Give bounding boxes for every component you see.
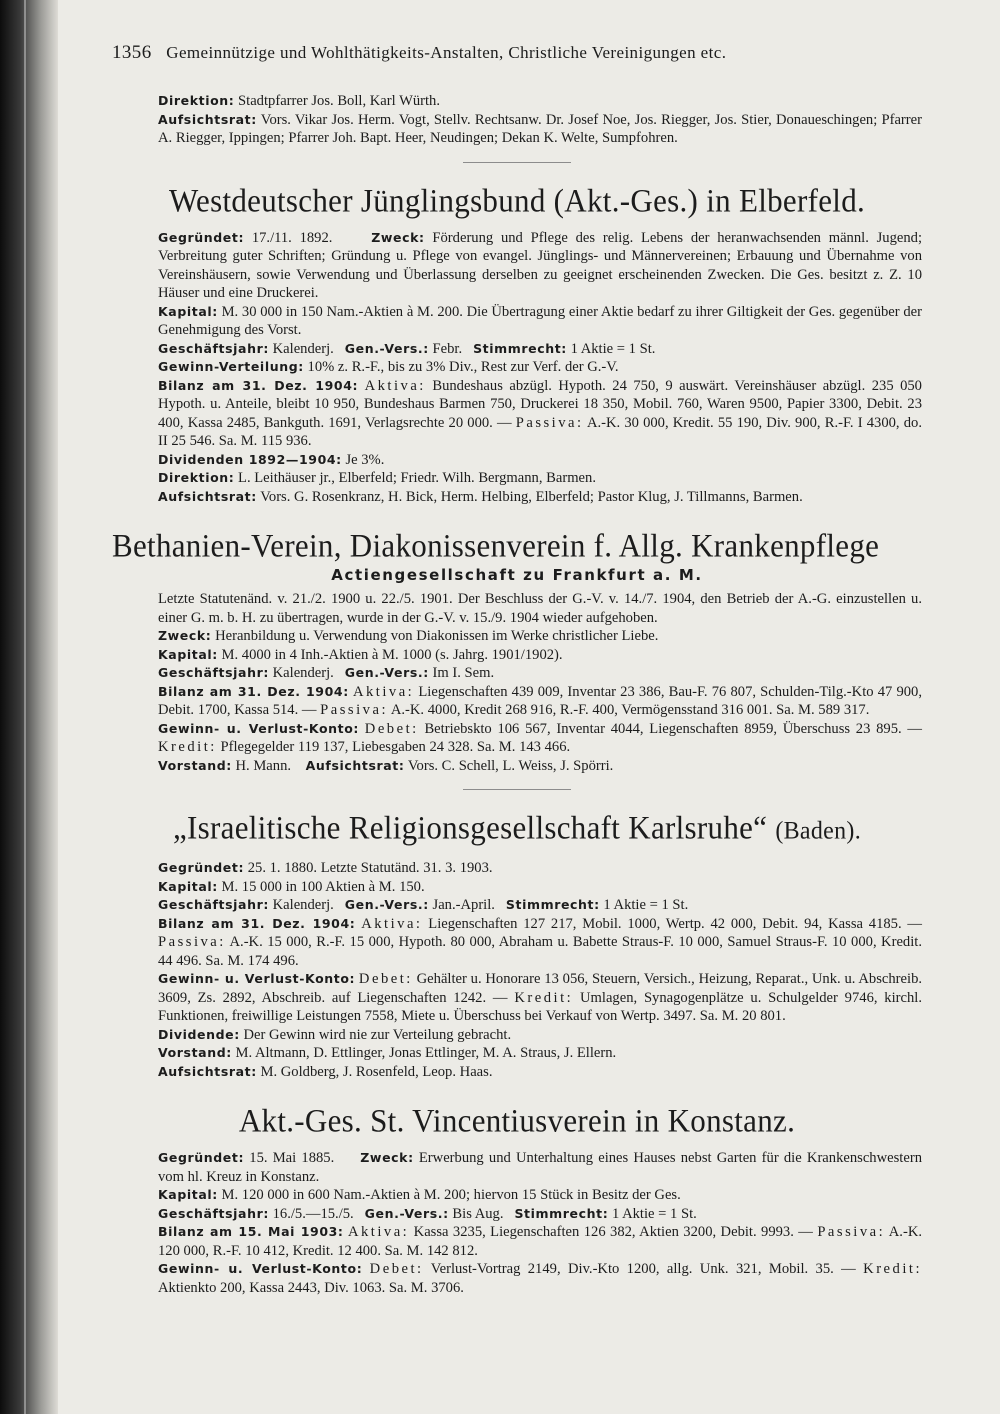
divider: [463, 162, 571, 163]
entry3-aufsichtsrat: Aufsichtsrat: M. Goldberg, J. Rosenfeld, Leop. Haas.: [158, 1063, 493, 1080]
running-header: [112, 42, 922, 64]
entry-title-vincentiusverein: Akt.-Ges. St. Vincentiusverein in Konstanz.: [238, 1102, 796, 1139]
entry3-gegruendet: Gegründet: 25. 1. 1880. Letzte Statutänd. 31. 3. 1903.: [158, 860, 493, 876]
book-binding-shadow: [0, 0, 58, 1414]
page-content: [112, 42, 922, 1297]
entry4-bilanz: Bilanz am 15. Mai 1903: Aktiva: Kassa 3235, Liegenschaften 126 382, Aktien 3200, Debit. 9993. — Passiva: A.-K. 120 000, R.-F. 10 412, Kredit. 12 400. Sa. M. 142 812.: [158, 1224, 923, 1259]
entry3-geschaeftsjahr: Geschäftsjahr: Kalenderj. Gen.-Vers.: Jan.-April. Stimmrecht: 1 Aktie = 1 St.: [158, 897, 689, 913]
entry4-gegruendet: Gegründet: 15. Mai 1885. Zweck: Erwerbung und Unterhaltung eines Hauses nebst Garten für die Krankenschwestern vom hl. Kreuz in Konstanz.: [158, 1150, 922, 1185]
entry2-bilanz: Bilanz am 31. Dez. 1904: Aktiva: Liegenschaften 439 009, Inventar 23 386, Bau-F. 76 807, Schulden-Tilg.-Kto 47 900, Debit. 1700, Kassa 514. — Passiva: A.-K. 4000, Kredit 268 916, R.-F. 400, Vermögensstand 316 001. Sa. M. 589 317.: [158, 683, 922, 718]
entry1-geschaeftsjahr: Geschäftsjahr: Kalenderj. Gen.-Vers.: Febr. Stimmrecht: 1 Aktie = 1 St.: [158, 340, 656, 357]
entry1-dividenden: Dividenden 1892—1904: Je 3%.: [158, 451, 385, 468]
entry1-direktion: Direktion: L. Leithäuser jr., Elberfeld; Friedr. Wilh. Bergmann, Barmen.: [158, 470, 596, 486]
entry1-aufsichtsrat: Aufsichtsrat: Vors. G. Rosenkranz, H. Bick, Herm. Helbing, Elberfeld; Pastor Klug, J. Tillmanns, Barmen.: [158, 488, 803, 505]
entry2-statuten: Letzte Statutenänd. v. 21./2. 1900 u. 22./5. 1901. Der Beschluss der G.-V. v. 14./7. 1904, den Betrieb der A.-G. einzustellen u. einer G. m. b. H. zu übertragen, wurde in der G.-V. v. 15./9. 1904 wieder aufgehoben.: [158, 591, 922, 626]
prev-direktion: Direktion: Stadtpfarrer Jos. Boll, Karl Würth.: [158, 93, 441, 109]
entry3-gewinn-verlust: Gewinn- u. Verlust-Konto: Debet: Gehälter u. Honorare 13 056, Steuern, Versich., Heizung, Reparat., Unk. u. Abschreib. 3609, Zs. 2892, Abschreib. auf Liegenschaften 1242. — Kredit: Umlagen, Synagogenplätze u. Schulgelder 9746, kirchl. Funktionen, freiwillige Leistungen 7558, Miete u. Überschuss bei Verkauf von Wertp. 3497. Sa. M. 20 801.: [158, 971, 923, 1024]
entry2-zweck: Zweck: Heranbildung u. Verwendung von Diakonissen im Werke christlicher Liebe.: [158, 628, 659, 644]
prev-aufsichtsrat: Aufsichtsrat: Vors. Vikar Jos. Herm. Vogt, Stellv. Rechtsanw. Dr. Josef Noe, Jos. Riegger, Jos. Stier, Donaueschingen; Pfarrer A. Riegger, Ippingen; Pfarrer Joh. Bapt. Heer, Neudingen; Dekan K. Welte, Sumpfohren.: [158, 111, 922, 146]
entry1-gegruendet: Gegründet: 17./11. 1892. Zweck: Förderung und Pflege des relig. Lebens der heranwachsenden männl. Jugend; Verbreitung guter Schriften; Gründung u. Pflege von evangel. Jünglings- und Männervereinen; Erbauung und Übernahme von Vereinshäusern, sowie Verwendung und Überlassung derselben zu geeignet erscheinenden Zwecken. Die Ges. besitzt z. Z. 10 Häuser und eine Druckerei.: [158, 229, 923, 301]
entry-title-westdeutscher: Westdeutscher Jünglingsbund (Akt.-Ges.) in Elberfeld.: [168, 181, 866, 219]
entry4-geschaeftsjahr: Geschäftsjahr: 16./5.—15./5. Gen.-Vers.: Bis Aug. Stimmrecht: 1 Aktie = 1 St.: [158, 1205, 697, 1222]
entry-title-bethanien: Bethanien-Verein, Diakonissenverein f. Allg. Krankenpflege: [112, 527, 880, 564]
divider: [463, 789, 571, 790]
entry1-kapital: Kapital: M. 30 000 in 150 Nam.-Aktien à M. 200. Die Übertragung einer Aktie bedarf zu ihrer Giltigkeit der Ges. gegenüber der Genehmigung des Vorst.: [158, 303, 922, 338]
entry2-kapital: Kapital: M. 4000 in 4 Inh.-Aktien à M. 1000 (s. Jahrg. 1901/1902).: [158, 646, 563, 663]
entry-title-israelitische: „Israelitische Religionsgesellschaft Karlsruhe“ (Baden).: [172, 809, 862, 846]
entry4-gewinn-verlust: Gewinn- u. Verlust-Konto: Debet: Verlust-Vortrag 2149, Div.-Kto 1200, allg. Unk. 321, Mobil. 35. — Kredit: Aktienkto 200, Kassa 2443, Div. 1063. Sa. M. 3706.: [158, 1261, 922, 1296]
page-number: 1356: [112, 42, 152, 63]
entry1-bilanz: Bilanz am 31. Dez. 1904: Aktiva: Bundeshaus abzügl. Hypoth. 24 750, 9 auswärt. Vereinshäuser abzügl. 235 050 Hypoth. u. Anteile, bleibt 10 950, Bundeshaus Barmen 750, Druckerei 18 350, Mobil. 760, Waren 9500, Papier 3300, Debit. 23 400, Kassa 2485, Bankguth. 1691, Verlagsrechte 20 000. — Passiva: A.-K. 30 000, Kredit. 55 190, Div. 900, R.-F. I 4300, do. II 25 546. Sa. M. 115 936.: [158, 377, 922, 449]
entry2-geschaeftsjahr: Geschäftsjahr: Kalenderj. Gen.-Vers.: Im I. Sem.: [158, 665, 495, 681]
entry4-kapital: Kapital: M. 120 000 in 600 Nam.-Aktien à M. 200; hiervon 15 Stück in Besitz der Ges.: [158, 1187, 681, 1203]
running-title: Gemeinnützige und Wohlthätigkeits-Anstalten, Christliche Vereinigungen etc.: [166, 43, 727, 62]
entry3-bilanz: Bilanz am 31. Dez. 1904: Aktiva: Liegenschaften 127 217, Mobil. 1000, Wertp. 42 000, Debit. 94, Kassa 4185. — Passiva: A.-K. 15 000, R.-F. 15 000, Hypoth. 80 000, Abraham u. Babette Straus-F. 10 000, Samuel Straus-F. 10 000, Kredit. 44 496. Sa. M. 174 496.: [158, 915, 923, 969]
entry3-vorstand: Vorstand: M. Altmann, D. Ettlinger, Jonas Ettlinger, M. A. Straus, J. Ellern.: [158, 1045, 617, 1061]
entry2-gewinn-verlust: Gewinn- u. Verlust-Konto: Debet: Betriebskto 106 567, Inventar 4044, Liegenschaften 8959, Überschuss 23 895. — Kredit: Pflegegelder 119 137, Liebesgaben 24 328. Sa. M. 143 466.: [158, 720, 922, 755]
entry3-dividende: Dividende: Der Gewinn wird nie zur Verteilung gebracht.: [158, 1026, 512, 1043]
entry2-vorstand: Vorstand: H. Mann. Aufsichtsrat: Vors. C. Schell, L. Weiss, J. Spörri.: [158, 757, 614, 774]
entry3-kapital: Kapital: M. 15 000 in 100 Aktien à M. 150.: [158, 878, 425, 895]
entry2-subtitle: Actiengesellschaft zu Frankfurt a. M.: [331, 566, 703, 584]
binding-edge: [24, 0, 26, 1414]
entry1-gewinn-verteilung: Gewinn-Verteilung: 10% z. R.-F., bis zu 3% Div., Rest zur Verf. der G.-V.: [158, 359, 619, 375]
